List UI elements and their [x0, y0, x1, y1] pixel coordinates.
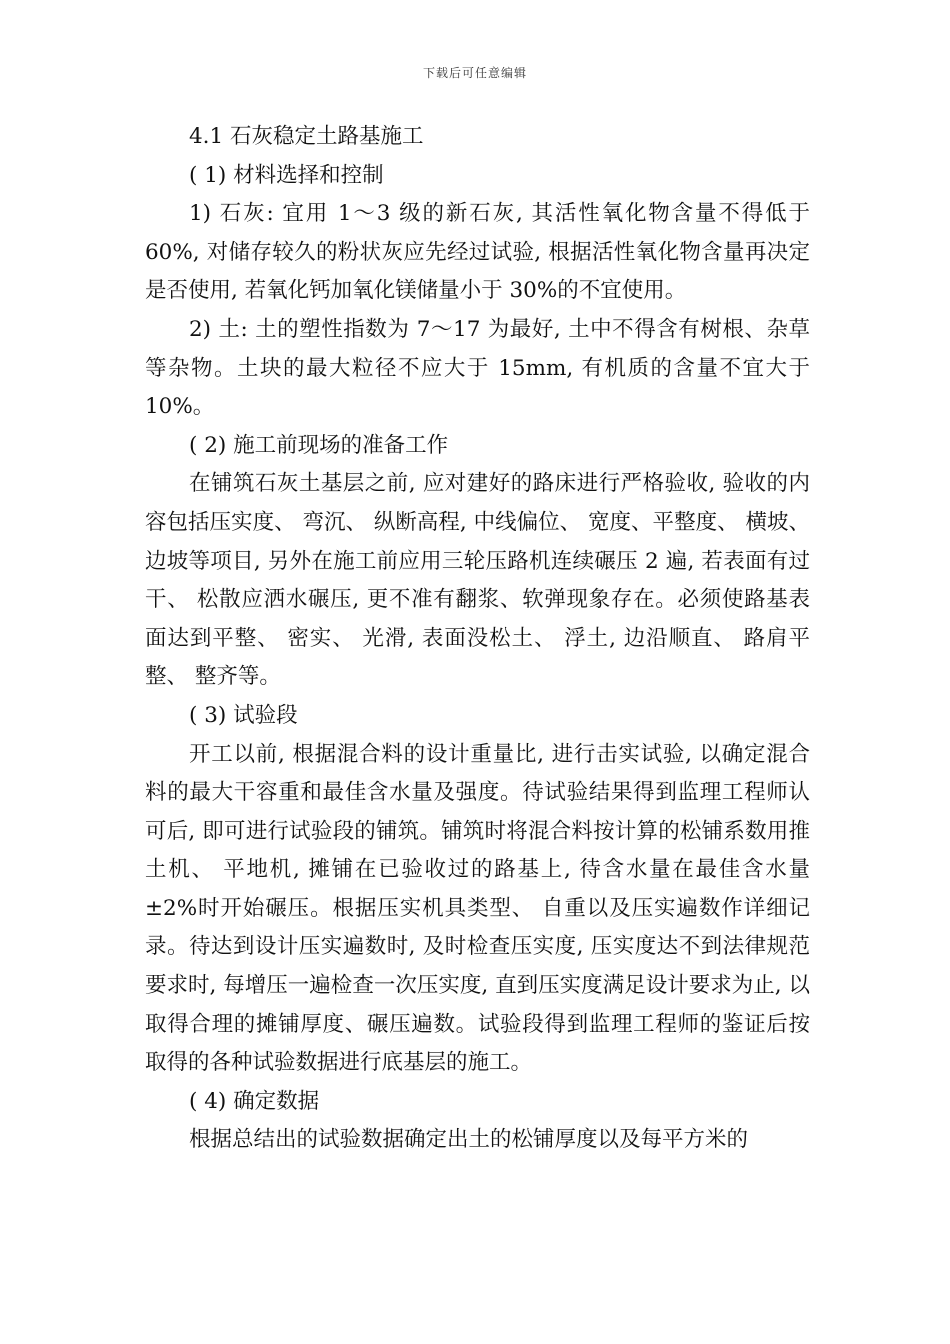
section-heading: 4.1 石灰稳定土路基施工	[189, 124, 424, 149]
document-body	[145, 118, 810, 1160]
subsection-heading: ( 2) 施工前现场的准备工作	[189, 432, 449, 458]
paragraph: 根据总结出的试验数据确定出土的松铺厚度以及每平方米的	[189, 1127, 749, 1153]
paragraph: 开工以前, 根据混合料的设计重量比, 进行击实试验, 以确定混合料的最大干容重和最佳含水量及强度。待试验结果得到监理工程师认可后, 即可进行试验段的铺筑。铺筑时将混合料按计算的松铺系数用推土机、 平地机, 摊铺在已验收过的路基上, 待含水量在最佳含水量±2%时开始碾压。根据压实机具类型、 自重以及压实遍数作详细记录。待达到设计压实遍数时, 及时检查压实度, 压实度达不到法律规范要求时, 每增压一遍检查一次压实度, 直到压实度满足设计要求为止, 以取得合理的摊铺厚度、碾压遍数。试验段得到监理工程师的鉴证后按取得的各种试验数据进行底基层的施工。	[145, 741, 810, 1076]
paragraph: 1) 石灰: 宜用 1～3 级的新石灰, 其活性氧化物含量不得低于 60%, 对储存较久的粉状灰应先经过试验, 根据活性氧化物含量再决定是否使用, 若氧化钙加氧化镁储量小于 30%的不宜使用。	[145, 201, 810, 304]
subsection-heading: ( 3) 试验段	[189, 702, 298, 728]
subsection-heading: ( 4) 确定数据	[189, 1088, 320, 1114]
page-header: 下载后可任意编辑	[422, 66, 527, 80]
paragraph: 在铺筑石灰土基层之前, 应对建好的路床进行严格验收, 验收的内容包括压实度、 弯沉、 纵断高程, 中线偏位、 宽度、平整度、 横坡、 边坡等项目, 另外在施工前应用三轮压路机连续碾压 2 遍, 若表面有过干、 松散应洒水碾压, 更不准有翻浆、软弹现象存在。必须使路基表面达到平整、 密实、 光滑, 表面没松土、 浮土, 边沿顺直、 路肩平整、 整齐等。	[145, 471, 810, 690]
paragraph: 2) 土: 土的塑性指数为 7～17 为最好, 土中不得含有树根、杂草等杂物。土块的最大粒径不应大于 15mm, 有机质的含量不宜大于 10%。	[145, 316, 810, 420]
subsection-heading: ( 1) 材料选择和控制	[189, 162, 384, 188]
